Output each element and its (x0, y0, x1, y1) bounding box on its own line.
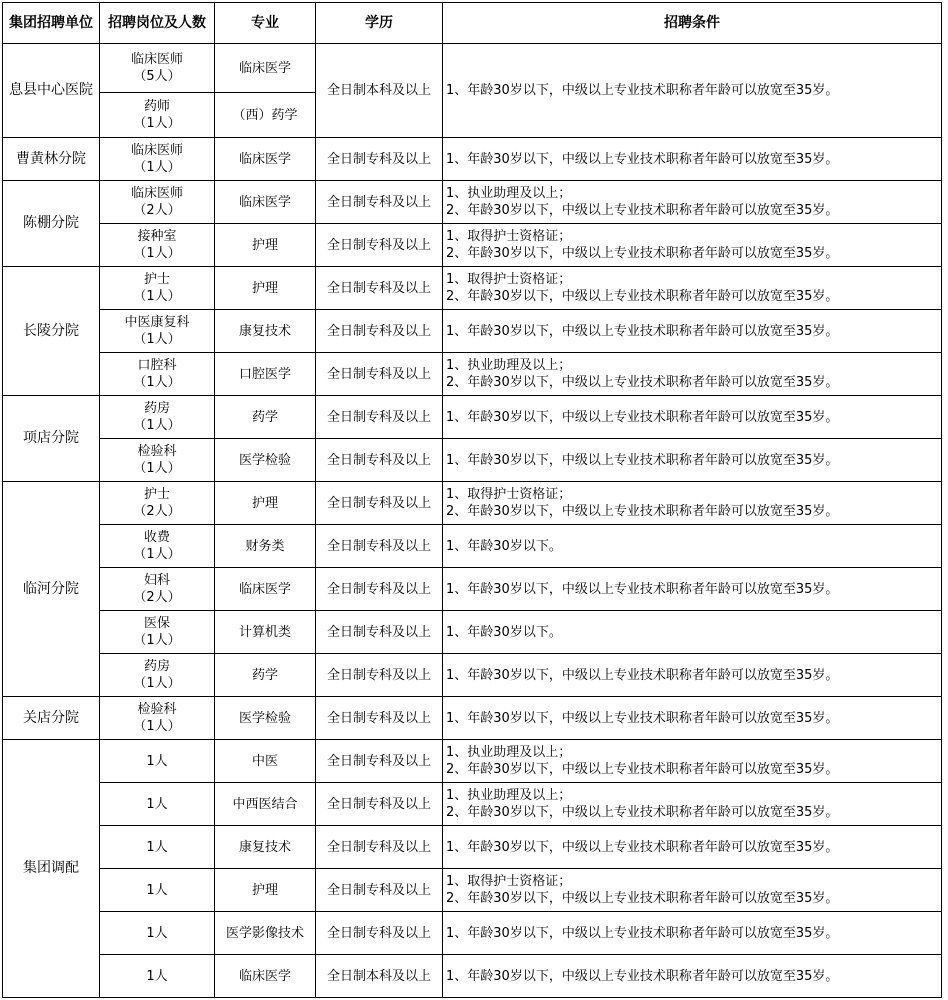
major-cell: 医学检验 (215, 697, 316, 740)
table-row (3, 138, 942, 181)
position-name: 口腔科 (137, 358, 177, 373)
table-row (3, 955, 942, 998)
table-row (3, 783, 942, 826)
table-row (3, 568, 942, 611)
table-row (3, 611, 942, 654)
table-row (3, 482, 942, 525)
position-cell (100, 310, 215, 353)
condition-line: 1、执业助理及以上； (446, 358, 572, 373)
conditions-cell (443, 740, 942, 783)
position-cell (100, 396, 215, 439)
condition-line: 1、年龄30岁以下，中级以上专业技术职称者年龄可以放宽至35岁。 (446, 151, 839, 167)
major-cell: 药学 (215, 654, 316, 697)
education-cell: 全日制专科及以上 (316, 783, 443, 826)
condition-line: 1、年龄30岁以下，中级以上专业技术职称者年龄可以放宽至35岁。 (446, 581, 839, 597)
unit-cell: 曹黄林分院 (3, 138, 100, 181)
position-count: （1人） (133, 289, 181, 304)
education-cell: 全日制专科及以上 (316, 611, 443, 654)
education-cell: 全日制专科及以上 (316, 181, 443, 224)
condition-line: 1、年龄30岁以下，中级以上专业技术职称者年龄可以放宽至35岁。 (446, 323, 839, 339)
position-count: （1人） (133, 547, 181, 562)
position-cell (100, 93, 215, 138)
major-cell: 康复技术 (215, 310, 316, 353)
position-cell (100, 439, 215, 482)
education-cell: 全日制专科及以上 (316, 869, 443, 912)
major-cell: 护理 (215, 267, 316, 310)
education-cell: 全日制专科及以上 (316, 740, 443, 783)
position-name: 收费 (143, 530, 170, 545)
table-row (3, 181, 942, 224)
table-row (3, 310, 942, 353)
table-row (3, 353, 942, 396)
condition-line: 2、年龄30岁以下，中级以上专业技术职称者年龄可以放宽至35岁。 (446, 246, 839, 261)
major-cell: 医学影像技术 (215, 912, 316, 955)
education-cell: 全日制专科及以上 (316, 439, 443, 482)
education-cell: 全日制本科及以上 (316, 44, 443, 138)
conditions-cell (443, 568, 942, 611)
condition-line: 1、年龄30岁以下，中级以上专业技术职称者年龄可以放宽至35岁。 (446, 710, 839, 726)
conditions-cell (443, 181, 942, 224)
position-count: （2人） (133, 203, 181, 218)
table-row (3, 525, 942, 568)
position-name: 1人 (146, 796, 168, 812)
conditions-cell (443, 482, 942, 525)
position-cell (100, 138, 215, 181)
position-cell (100, 267, 215, 310)
table-row (3, 267, 942, 310)
condition-line: 2、年龄30岁以下，中级以上专业技术职称者年龄可以放宽至35岁。 (446, 504, 839, 519)
conditions-cell (443, 611, 942, 654)
conditions-cell (443, 439, 942, 482)
conditions-cell (443, 138, 942, 181)
education-cell: 全日制专科及以上 (316, 353, 443, 396)
education-cell: 全日制专科及以上 (316, 525, 443, 568)
table-row (3, 697, 942, 740)
major-cell: 护理 (215, 869, 316, 912)
education-cell: 全日制专科及以上 (316, 912, 443, 955)
condition-line: 1、年龄30岁以下，中级以上专业技术职称者年龄可以放宽至35岁。 (446, 839, 839, 855)
major-cell: 康复技术 (215, 826, 316, 869)
condition-line: 1、取得护士资格证； (446, 229, 572, 244)
position-name: 检验科 (137, 444, 177, 459)
condition-line: 2、年龄30岁以下，中级以上专业技术职称者年龄可以放宽至35岁。 (446, 805, 839, 820)
position-name: 药房 (143, 659, 170, 674)
conditions-cell (443, 353, 942, 396)
conditions-cell (443, 783, 942, 826)
condition-line: 1、年龄30岁以下，中级以上专业技术职称者年龄可以放宽至35岁。 (446, 409, 839, 425)
position-name: 1人 (146, 839, 168, 855)
position-cell (100, 697, 215, 740)
unit-cell: 项店分院 (3, 396, 100, 482)
education-cell: 全日制专科及以上 (316, 138, 443, 181)
table-row (3, 869, 942, 912)
position-name: 药房 (143, 401, 170, 416)
position-cell (100, 912, 215, 955)
condition-line: 1、年龄30岁以下，中级以上专业技术职称者年龄可以放宽至35岁。 (446, 968, 839, 984)
table-row (3, 740, 942, 783)
condition-line: 1、取得护士资格证； (446, 874, 572, 889)
position-name: 1人 (146, 968, 168, 984)
conditions-cell (443, 697, 942, 740)
education-cell: 全日制专科及以上 (316, 310, 443, 353)
education-cell: 全日制专科及以上 (316, 654, 443, 697)
position-name: 1人 (146, 925, 168, 941)
position-name: 中医康复科 (124, 315, 190, 330)
condition-line: 1、执业助理及以上； (446, 745, 572, 760)
position-count: （1人） (133, 160, 181, 175)
conditions-cell (443, 654, 942, 697)
position-name: 1人 (146, 753, 168, 769)
position-cell (100, 955, 215, 998)
position-name: 护士 (143, 487, 170, 502)
major-cell: 药学 (215, 396, 316, 439)
education-cell: 全日制专科及以上 (316, 697, 443, 740)
position-name: 临床医师 (130, 186, 183, 201)
position-count: （1人） (133, 246, 181, 261)
conditions-cell (443, 396, 942, 439)
education-cell: 全日制专科及以上 (316, 396, 443, 439)
major-cell: 临床医学 (215, 44, 316, 93)
position-cell (100, 44, 215, 93)
header-position: 招聘岗位及人数 (100, 3, 215, 44)
condition-line: 1、年龄30岁以下，中级以上专业技术职称者年龄可以放宽至35岁。 (446, 925, 839, 941)
unit-cell: 长陵分院 (3, 267, 100, 396)
table-body (3, 44, 942, 998)
major-cell: 口腔医学 (215, 353, 316, 396)
unit-cell: 陈棚分院 (3, 181, 100, 267)
condition-line: 1、年龄30岁以下。 (446, 538, 562, 554)
table-row (3, 396, 942, 439)
table-row (3, 439, 942, 482)
conditions-cell (443, 869, 942, 912)
condition-line: 1、取得护士资格证； (446, 272, 572, 287)
position-name: 护士 (143, 272, 170, 287)
position-count: （1人） (133, 375, 181, 390)
unit-cell: 关店分院 (3, 697, 100, 740)
condition-line: 2、年龄30岁以下，中级以上专业技术职称者年龄可以放宽至35岁。 (446, 375, 839, 390)
conditions-cell (443, 912, 942, 955)
position-cell (100, 783, 215, 826)
unit-cell: 临河分院 (3, 482, 100, 697)
unit-cell: 息县中心医院 (3, 44, 100, 138)
conditions-cell (443, 267, 942, 310)
position-cell (100, 482, 215, 525)
position-cell (100, 353, 215, 396)
condition-line: 1、年龄30岁以下，中级以上专业技术职称者年龄可以放宽至35岁。 (446, 83, 839, 98)
major-cell: 临床医学 (215, 181, 316, 224)
position-count: （5人） (133, 69, 181, 84)
education-cell: 全日制专科及以上 (316, 267, 443, 310)
position-count: （1人） (133, 116, 181, 131)
position-name: 检验科 (137, 702, 177, 717)
position-name: 医保 (143, 616, 170, 631)
position-cell (100, 740, 215, 783)
table-row (3, 654, 942, 697)
condition-line: 2、年龄30岁以下，中级以上专业技术职称者年龄可以放宽至35岁。 (446, 203, 839, 218)
header-unit: 集团招聘单位 (3, 3, 100, 44)
header-major: 专业 (215, 3, 316, 44)
position-name: 临床医师 (130, 143, 183, 158)
major-cell: 财务类 (215, 525, 316, 568)
education-cell: 全日制专科及以上 (316, 826, 443, 869)
conditions-cell (443, 44, 942, 138)
recruitment-table (2, 2, 942, 998)
condition-line: 2、年龄30岁以下，中级以上专业技术职称者年龄可以放宽至35岁。 (446, 762, 839, 777)
position-cell (100, 611, 215, 654)
major-cell: 中医 (215, 740, 316, 783)
condition-line: 1、执业助理及以上； (446, 788, 572, 803)
position-count: （2人） (133, 590, 181, 605)
major-cell: 中西医结合 (215, 783, 316, 826)
position-cell (100, 869, 215, 912)
position-cell (100, 525, 215, 568)
conditions-cell (443, 826, 942, 869)
table-row (3, 826, 942, 869)
position-count: （1人） (133, 633, 181, 648)
position-name: 药师 (143, 99, 170, 114)
conditions-cell (443, 525, 942, 568)
unit-cell: 集团调配 (3, 740, 100, 998)
header-conditions: 招聘条件 (443, 3, 942, 44)
position-name: 1人 (146, 882, 168, 898)
position-count: （2人） (133, 504, 181, 519)
position-cell (100, 654, 215, 697)
table-row (3, 44, 942, 93)
education-cell: 全日制专科及以上 (316, 482, 443, 525)
conditions-cell (443, 224, 942, 267)
education-cell: 全日制本科及以上 (316, 955, 443, 998)
condition-line: 1、执业助理及以上； (446, 186, 572, 201)
condition-line: 1、年龄30岁以下。 (446, 624, 562, 640)
table-row (3, 224, 942, 267)
position-cell (100, 826, 215, 869)
position-count: （1人） (133, 461, 181, 476)
major-cell: 护理 (215, 224, 316, 267)
condition-line: 2、年龄30岁以下，中级以上专业技术职称者年龄可以放宽至35岁。 (446, 891, 839, 906)
position-name: 妇科 (143, 573, 170, 588)
position-count: （1人） (133, 332, 181, 347)
position-cell (100, 181, 215, 224)
conditions-cell (443, 310, 942, 353)
position-cell (100, 224, 215, 267)
major-cell: 计算机类 (215, 611, 316, 654)
condition-line: 2、年龄30岁以下，中级以上专业技术职称者年龄可以放宽至35岁。 (446, 289, 839, 304)
position-name: 临床医师 (130, 52, 183, 67)
major-cell: 临床医学 (215, 568, 316, 611)
position-count: （1人） (133, 719, 181, 734)
condition-line: 1、取得护士资格证； (446, 487, 572, 502)
conditions-cell (443, 955, 942, 998)
major-cell: 护理 (215, 482, 316, 525)
major-cell: （西）药学 (215, 93, 316, 138)
major-cell: 医学检验 (215, 439, 316, 482)
position-count: （1人） (133, 676, 181, 691)
header-row (3, 3, 942, 44)
education-cell: 全日制专科及以上 (316, 224, 443, 267)
position-count: （1人） (133, 418, 181, 433)
condition-line: 1、年龄30岁以下，中级以上专业技术职称者年龄可以放宽至35岁。 (446, 667, 839, 683)
header-education: 学历 (316, 3, 443, 44)
major-cell: 临床医学 (215, 955, 316, 998)
education-cell: 全日制专科及以上 (316, 568, 443, 611)
condition-line: 1、年龄30岁以下，中级以上专业技术职称者年龄可以放宽至35岁。 (446, 452, 839, 468)
position-name: 接种室 (137, 229, 177, 244)
major-cell: 临床医学 (215, 138, 316, 181)
position-cell (100, 568, 215, 611)
table-row (3, 912, 942, 955)
